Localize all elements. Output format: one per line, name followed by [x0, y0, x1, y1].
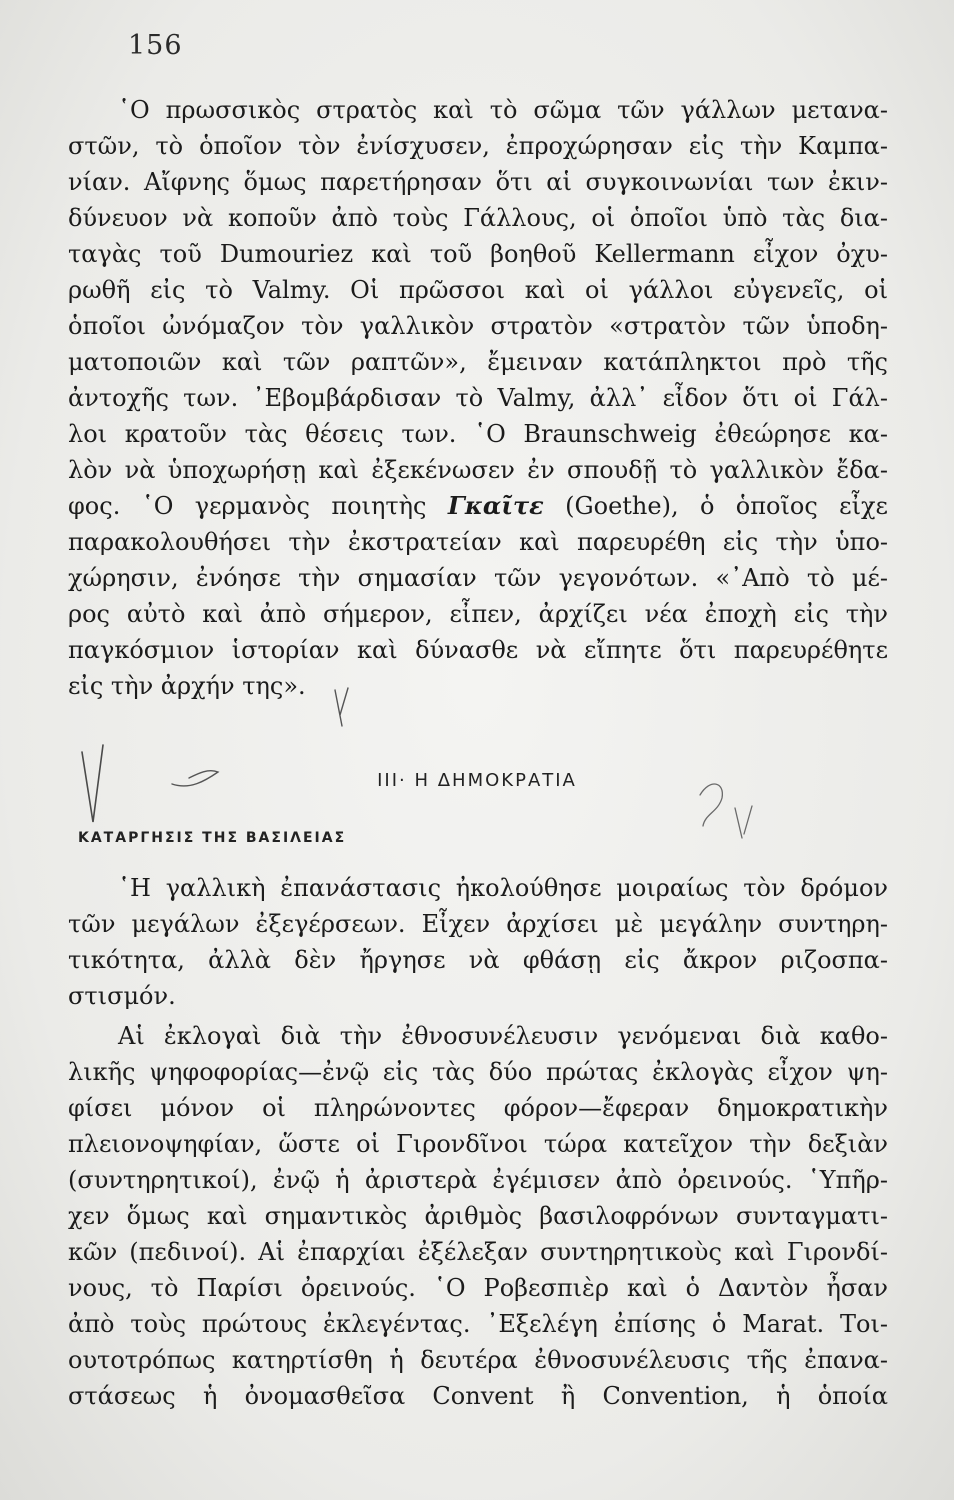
text-line: τικότητα, ἀλλὰ δὲν ἤργησε νὰ φθάσῃ εἰς ἄκρον ριζοσπα-: [68, 946, 888, 974]
text-line: λοι κρατοῦν τὰς θέσεις των. ῾Ο Braunschweig ἐθεώρησε κα-: [68, 420, 888, 448]
text-line: εἰς τὴν ἀρχήν της».: [68, 672, 306, 700]
text-line: ταγὰς τοῦ Dumouriez καὶ τοῦ βοηθοῦ Kellermann εἶχον ὀχυ-: [68, 240, 888, 268]
text-line: πλειονοψηφίαν, ὥστε οἱ Γιρονδῖνοι τώρα κατεῖχον τὴν δεξιὰν: [68, 1130, 888, 1158]
text-line: (συντηρητικοί), ἐνῷ ἡ ἀριστερὰ ἐγέμισεν ἀπὸ ὀρεινούς. ῾Υπῆρ-: [68, 1166, 888, 1194]
text-line: παρακολουθήσει τὴν ἐκστρατείαν καὶ παρευρέθη εἰς τὴν ὑπο-: [68, 528, 888, 556]
text-line: ῾Ο πρωσσικὸς στρατὸς καὶ τὸ σῶμα τῶν γάλλων μετανα-: [118, 96, 888, 124]
text-line-goethe: [68, 488, 888, 524]
text-line: ῾Η γαλλικὴ ἐπανάστασις ἠκολούθησε μοιραίως τὸν δρόμον: [118, 874, 888, 902]
paragraph-revolution-course: [68, 870, 888, 1014]
text-line: στῶν, τὸ ὁποῖον τὸν ἐνίσχυσεν, ἐπροχώρησαν εἰς τὴν Καμπα-: [68, 132, 888, 160]
page-number: 156: [128, 30, 183, 61]
goethe-name: Γκαῖτε: [447, 491, 544, 520]
text-line: χώρησιν, ἐνόησε τὴν σημασίαν τῶν γεγονότων. «᾿Απὸ τὸ μέ-: [68, 564, 888, 592]
text-line: τῶν μεγάλων ἐξεγέρσεων. Εἶχεν ἀρχίσει μὲ μεγάλην συντηρη-: [68, 910, 888, 938]
text-line: στάσεως ἡ ὀνομασθεῖσα Convent ἢ Convention, ἡ ὁποία: [68, 1382, 888, 1410]
text-line: ἀντοχῆς των. ᾿Εβομβάρδισαν τὸ Valmy, ἀλλ᾿ εἶδον ὅτι οἱ Γάλ-: [68, 384, 888, 412]
text-line: ουτοτρόπως κατηρτίσθη ἡ δευτέρα ἐθνοσυνέλευσις τῆς ἐπανα-: [68, 1346, 888, 1374]
paragraph-prussian-retreat: [68, 92, 888, 704]
text-line: νους, τὸ Παρίσι ὀρεινούς. ῾Ο Ροβεσπιὲρ καὶ ὁ Δαντὸν ἦσαν: [68, 1274, 888, 1302]
paragraph-elections: [68, 1018, 888, 1414]
text-line: φίσει μόνον οἱ πληρώνοντες φόρον—ἔφεραν δημοκρατικὴν: [68, 1094, 888, 1122]
text-line: Αἱ ἐκλογαὶ διὰ τὴν ἐθνοσυνέλευσιν γενόμεναι διὰ καθο-: [118, 1022, 888, 1050]
text-line: λικῆς ψηφοφορίας—ἐνῷ εἰς τὰς δύο πρώτας ἐκλογὰς εἶχον ψη-: [68, 1058, 888, 1086]
text-line: κῶν (πεδινοί). Αἱ ἐπαρχίαι ἐξέλεξαν συντηρητικοὺς καὶ Γιρονδί-: [68, 1238, 888, 1266]
text-line: δύνευον νὰ κοποῦν ἀπὸ τοὺς Γάλλους, οἱ ὁποῖοι ὑπὸ τὰς δια-: [68, 204, 888, 232]
subsection-heading: ΚΑΤΑΡΓΗΣΙΣ ΤΗΣ ΒΑΣΙΛΕΙΑΣ: [78, 830, 347, 846]
text-line: χεν ὅμως καὶ σημαντικὸς ἀριθμὸς βασιλοφρόνων συνταγματι-: [68, 1202, 888, 1230]
pencil-margin-scribble: [700, 784, 752, 838]
text-line: στισμόν.: [68, 982, 176, 1010]
text-line: ματοποιῶν καὶ τῶν ραπτῶν», ἔμειναν κατάπληκτοι πρὸ τῆς: [68, 348, 888, 376]
text-line: ρωθῆ εἰς τὸ Valmy. Οἱ πρῶσσοι καὶ οἱ γάλλοι εὐγενεῖς, οἱ: [68, 276, 888, 304]
text-line: ἀπὸ τοὺς πρώτους ἐκλεγέντας. ᾿Εξελέγη ἐπίσης ὁ Marat. Τοι-: [68, 1310, 888, 1338]
text-fragment: (Goethe), ὁ ὁποῖος εἶχε: [543, 492, 888, 520]
text-line: ρος αὐτὸ καὶ ἀπὸ σήμερον, εἶπεν, ἀρχίζει νέα ἐποχὴ εἰς τὴν: [68, 600, 888, 628]
text-line: λὸν νὰ ὑποχωρήσῃ καὶ ἐξεκένωσεν ἐν σπουδῇ τὸ γαλλικὸν ἔδα-: [68, 456, 888, 484]
section-heading: III· Η ΔΗΜΟΚΡΑΤΙΑ: [377, 770, 577, 791]
text-line: ὁποῖοι ὠνόμαζον τὸν γαλλικὸν στρατὸν «στρατὸν τῶν ὑποδη-: [68, 312, 888, 340]
text-fragment: φος. ῾Ο γερμανὸς ποιητὴς: [68, 492, 427, 520]
text-line: παγκόσμιον ἱστορίαν καὶ δύνασθε νὰ εἴπητε ὅτι παρευρέθητε: [68, 636, 888, 664]
text-line: νίαν. Αἴφνης ὅμως παρετήρησαν ὅτι αἱ συγκοινωνίαι των ἐκιν-: [68, 168, 888, 196]
